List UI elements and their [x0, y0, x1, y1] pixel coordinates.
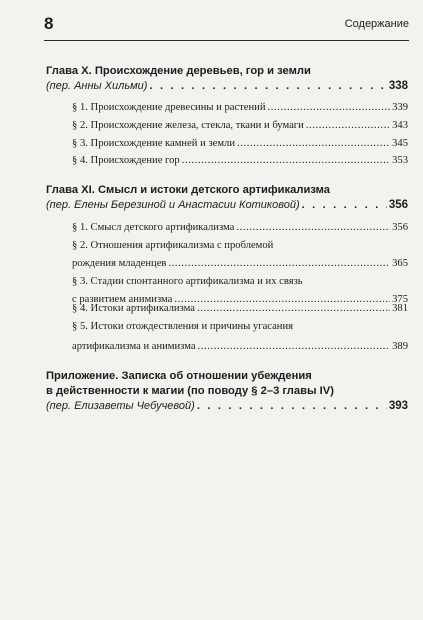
- section-page: 345: [392, 138, 408, 149]
- appendix-translator: (пер. Елизаветы Чебучевой): [46, 400, 195, 412]
- section-page: 343: [392, 120, 408, 131]
- toc-chapter-11: [46, 183, 408, 213]
- toc-section: [72, 239, 408, 271]
- section-title: § 1. Происхождение древесины и растений: [72, 102, 266, 113]
- section-page: 381: [392, 303, 408, 314]
- chapter-page: 338: [388, 80, 408, 92]
- appendix-page: 393: [388, 400, 408, 412]
- appendix-translator-line: [46, 399, 408, 414]
- toc-appendix: [46, 369, 408, 414]
- section-page: 339: [392, 102, 408, 113]
- leader-dots: [168, 257, 390, 271]
- chapter-page: 356: [388, 199, 408, 211]
- page-number: 8: [44, 14, 54, 33]
- section-title-line1: § 5. Истоки отождествления и причины угасания: [72, 321, 294, 332]
- chapter-title: Глава XI. Смысл и истоки детского артификализма: [46, 184, 330, 196]
- section-title: § 1. Смысл детского артификализма: [72, 222, 235, 233]
- toc-section: [72, 302, 408, 316]
- toc-chapter-10: [46, 64, 408, 94]
- section-title: § 4. Истоки артификализма: [72, 303, 195, 314]
- appendix-title-line2: в действенности к магии (по поводу § 2–3 главы IV): [46, 385, 334, 397]
- section-title: рождения младенцев: [72, 258, 167, 269]
- chapter-translator: (пер. Анны Хильми): [46, 80, 148, 92]
- toc-section: [72, 101, 408, 115]
- leader-dots: [268, 101, 391, 115]
- chapter-translator-line: [46, 79, 408, 94]
- section-title: артификализма и анимизма: [72, 341, 196, 352]
- leader-dots: [149, 79, 386, 94]
- section-title: § 4. Происхождение гор: [72, 155, 180, 166]
- leader-dots: [197, 302, 390, 316]
- leader-dots: [198, 340, 391, 354]
- chapter-translator: (пер. Елены Березиной и Анастасии Котиковой): [46, 199, 300, 211]
- section-page: 375: [392, 294, 408, 305]
- header-rule: [44, 40, 409, 41]
- leader-dots: [236, 221, 390, 235]
- section-title-line1: § 3. Стадии спонтанного артификализма и их связь: [72, 276, 303, 287]
- leader-dots: [302, 198, 387, 213]
- toc-section: [72, 137, 408, 151]
- page-header: [44, 14, 409, 38]
- appendix-title-line1: Приложение. Записка об отношении убеждения: [46, 370, 312, 382]
- section-title: § 2. Происхождение железа, стекла, ткани и бумаги: [72, 120, 304, 131]
- section-title: § 3. Происхождение камней и земли: [72, 138, 235, 149]
- section-page: 389: [392, 341, 408, 352]
- leader-dots: [306, 119, 390, 133]
- toc-section: [72, 221, 408, 235]
- section-page: 353: [392, 155, 408, 166]
- section-page: 365: [392, 258, 408, 269]
- leader-dots: [237, 137, 390, 151]
- running-head: Содержание: [344, 18, 409, 30]
- section-title-line1: § 2. Отношения артификализма с проблемой: [72, 240, 274, 251]
- chapter-title: Глава X. Происхождение деревьев, гор и земли: [46, 65, 311, 77]
- toc-section: [72, 154, 408, 168]
- section-page: 356: [392, 222, 408, 233]
- leader-dots: [197, 399, 387, 414]
- section-title: с развитием анимизма: [72, 294, 173, 305]
- leader-dots: [182, 154, 390, 168]
- chapter-translator-line: [46, 198, 408, 213]
- toc-section: [72, 119, 408, 133]
- toc-section: [72, 320, 408, 354]
